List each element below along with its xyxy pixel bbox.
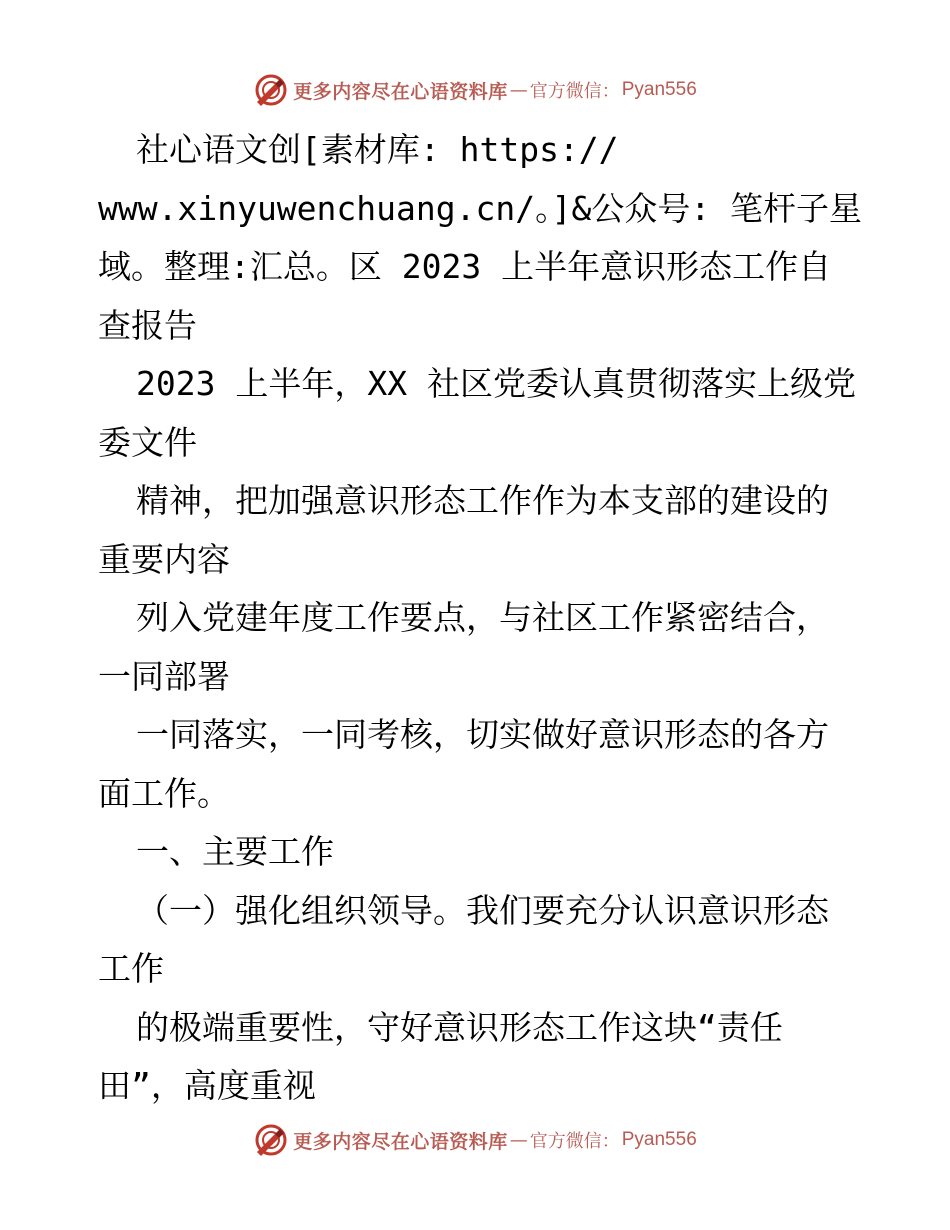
text-line: 田”，高度重视	[98, 1066, 316, 1105]
banner-title: 更多内容尽在心语资料库	[293, 1130, 508, 1153]
text-line: 一、主要工作	[136, 832, 334, 871]
text-line: 的极端重要性，守好意识形态工作这块“责任	[136, 1007, 783, 1047]
banner-title: 更多内容尽在心语资料库	[293, 80, 508, 103]
text-line: 社心语文创[素材库: https://	[136, 130, 619, 169]
text-line: 域。整理:汇总。区 2023 上半年意识形态工作自	[98, 247, 832, 286]
text-line: 工作	[98, 949, 164, 988]
text-line: 查报告	[98, 305, 197, 345]
header-watermark-banner	[0, 70, 950, 110]
banner-wechat-id: Pyan556	[621, 79, 697, 100]
text-line: （一）强化组织领导。我们要充分认识意识形态	[136, 890, 829, 930]
banner-dash: —	[509, 1129, 528, 1151]
text-line: 精神，把加强意识形态工作作为本支部的建设的	[136, 481, 829, 520]
footer-watermark-banner	[0, 1120, 950, 1160]
banner-wechat-id: Pyan556	[621, 1129, 697, 1150]
text-line: www.xinyuwenchuang.cn/。]&公众号: 笔杆子星	[98, 188, 863, 228]
text-line: 2023 上半年，XX 社区党委认真贯彻落实上级党	[136, 364, 856, 403]
text-line: 委文件	[98, 422, 197, 462]
text-line: 列入党建年度工作要点，与社区工作紧密结合，	[136, 598, 829, 637]
text-line: 重要内容	[98, 539, 230, 579]
text-line: 一同落实，一同考核，切实做好意识形态的各方	[136, 715, 829, 754]
text-line: 一同部署	[98, 656, 230, 696]
banner-wechat-label: 官方微信：	[529, 1131, 620, 1152]
text-line: 面工作。	[98, 773, 230, 813]
banner-wechat-label: 官方微信：	[529, 81, 620, 102]
pen-logo-icon	[253, 1122, 289, 1158]
document-body	[98, 121, 863, 1116]
pen-logo-icon	[253, 72, 289, 108]
banner-dash: —	[509, 79, 528, 101]
